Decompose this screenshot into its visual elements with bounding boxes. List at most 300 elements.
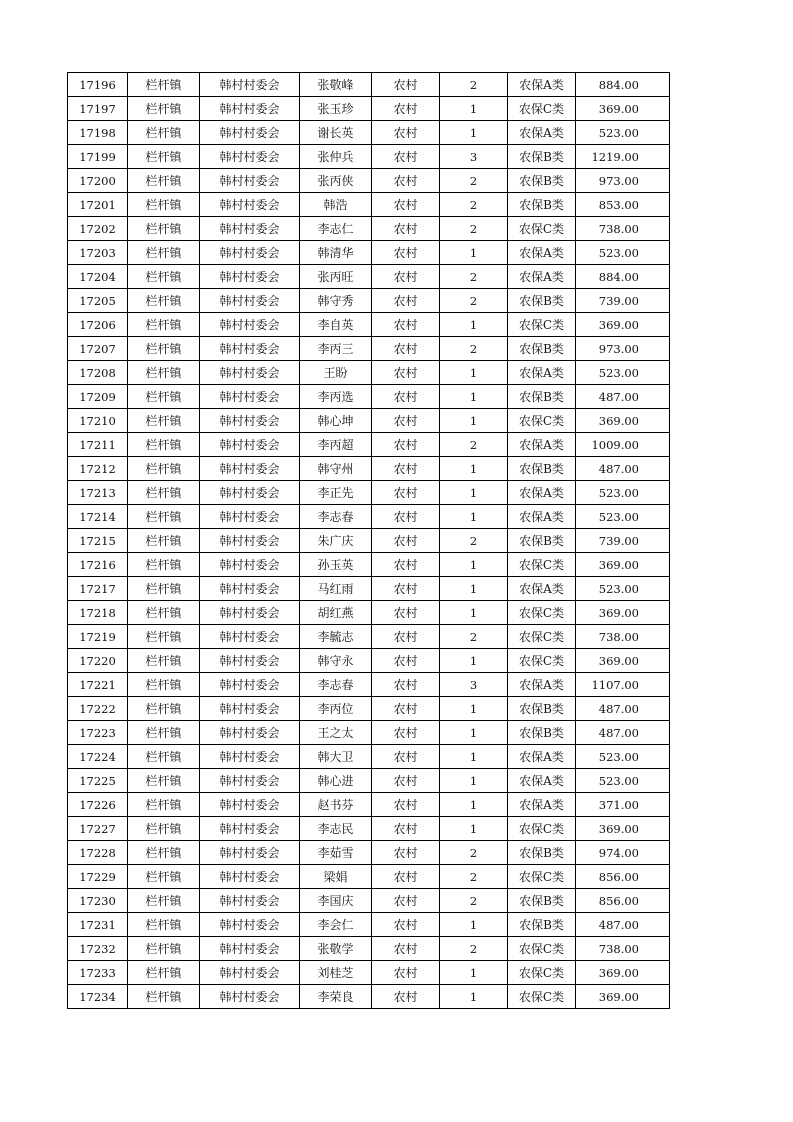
category-cell: 农保B类 xyxy=(508,697,576,721)
name-cell: 李国庆 xyxy=(300,889,372,913)
town-cell: 栏杆镇 xyxy=(128,673,200,697)
count-cell: 1 xyxy=(440,385,508,409)
committee-cell: 韩村村委会 xyxy=(200,529,300,553)
town-cell: 栏杆镇 xyxy=(128,409,200,433)
row-id-cell: 17205 xyxy=(68,289,128,313)
row-id-cell: 17234 xyxy=(68,985,128,1009)
table-row xyxy=(68,313,670,337)
category-cell: 农保B类 xyxy=(508,889,576,913)
table-row xyxy=(68,889,670,913)
area-cell: 农村 xyxy=(372,217,440,241)
amount-cell: 974.00 xyxy=(576,841,670,865)
name-cell: 李自英 xyxy=(300,313,372,337)
count-cell: 1 xyxy=(440,553,508,577)
row-id-cell: 17214 xyxy=(68,505,128,529)
town-cell: 栏杆镇 xyxy=(128,145,200,169)
committee-cell: 韩村村委会 xyxy=(200,961,300,985)
category-cell: 农保C类 xyxy=(508,649,576,673)
table-row xyxy=(68,625,670,649)
amount-cell: 523.00 xyxy=(576,769,670,793)
amount-cell: 523.00 xyxy=(576,481,670,505)
table-row xyxy=(68,169,670,193)
count-cell: 2 xyxy=(440,433,508,457)
town-cell: 栏杆镇 xyxy=(128,433,200,457)
count-cell: 2 xyxy=(440,937,508,961)
area-cell: 农村 xyxy=(372,73,440,97)
town-cell: 栏杆镇 xyxy=(128,481,200,505)
amount-cell: 973.00 xyxy=(576,169,670,193)
area-cell: 农村 xyxy=(372,577,440,601)
committee-cell: 韩村村委会 xyxy=(200,73,300,97)
row-id-cell: 17208 xyxy=(68,361,128,385)
name-cell: 王之太 xyxy=(300,721,372,745)
town-cell: 栏杆镇 xyxy=(128,697,200,721)
committee-cell: 韩村村委会 xyxy=(200,793,300,817)
category-cell: 农保B类 xyxy=(508,457,576,481)
category-cell: 农保B类 xyxy=(508,193,576,217)
category-cell: 农保C类 xyxy=(508,601,576,625)
area-cell: 农村 xyxy=(372,193,440,217)
committee-cell: 韩村村委会 xyxy=(200,169,300,193)
town-cell: 栏杆镇 xyxy=(128,121,200,145)
category-cell: 农保B类 xyxy=(508,385,576,409)
category-cell: 农保B类 xyxy=(508,721,576,745)
area-cell: 农村 xyxy=(372,673,440,697)
town-cell: 栏杆镇 xyxy=(128,625,200,649)
category-cell: 农保A类 xyxy=(508,73,576,97)
row-id-cell: 17207 xyxy=(68,337,128,361)
name-cell: 张玉珍 xyxy=(300,97,372,121)
area-cell: 农村 xyxy=(372,553,440,577)
row-id-cell: 17225 xyxy=(68,769,128,793)
count-cell: 1 xyxy=(440,601,508,625)
town-cell: 栏杆镇 xyxy=(128,721,200,745)
name-cell: 李志民 xyxy=(300,817,372,841)
committee-cell: 韩村村委会 xyxy=(200,673,300,697)
count-cell: 3 xyxy=(440,673,508,697)
town-cell: 栏杆镇 xyxy=(128,193,200,217)
category-cell: 农保B类 xyxy=(508,529,576,553)
table-row xyxy=(68,793,670,817)
amount-cell: 369.00 xyxy=(576,817,670,841)
area-cell: 农村 xyxy=(372,601,440,625)
category-cell: 农保C类 xyxy=(508,97,576,121)
category-cell: 农保A类 xyxy=(508,505,576,529)
count-cell: 1 xyxy=(440,769,508,793)
table-row xyxy=(68,265,670,289)
amount-cell: 856.00 xyxy=(576,889,670,913)
table-row xyxy=(68,121,670,145)
name-cell: 李正先 xyxy=(300,481,372,505)
count-cell: 2 xyxy=(440,217,508,241)
table-row xyxy=(68,721,670,745)
committee-cell: 韩村村委会 xyxy=(200,625,300,649)
committee-cell: 韩村村委会 xyxy=(200,409,300,433)
category-cell: 农保B类 xyxy=(508,913,576,937)
name-cell: 赵书芬 xyxy=(300,793,372,817)
count-cell: 2 xyxy=(440,289,508,313)
row-id-cell: 17201 xyxy=(68,193,128,217)
town-cell: 栏杆镇 xyxy=(128,985,200,1009)
area-cell: 农村 xyxy=(372,313,440,337)
row-id-cell: 17230 xyxy=(68,889,128,913)
amount-cell: 487.00 xyxy=(576,913,670,937)
amount-cell: 523.00 xyxy=(576,121,670,145)
area-cell: 农村 xyxy=(372,745,440,769)
row-id-cell: 17223 xyxy=(68,721,128,745)
table-row xyxy=(68,289,670,313)
category-cell: 农保C类 xyxy=(508,937,576,961)
town-cell: 栏杆镇 xyxy=(128,865,200,889)
row-id-cell: 17218 xyxy=(68,601,128,625)
amount-cell: 369.00 xyxy=(576,985,670,1009)
town-cell: 栏杆镇 xyxy=(128,553,200,577)
name-cell: 张丙侠 xyxy=(300,169,372,193)
row-id-cell: 17222 xyxy=(68,697,128,721)
name-cell: 韩守秀 xyxy=(300,289,372,313)
amount-cell: 523.00 xyxy=(576,577,670,601)
area-cell: 农村 xyxy=(372,265,440,289)
category-cell: 农保A类 xyxy=(508,793,576,817)
count-cell: 2 xyxy=(440,625,508,649)
area-cell: 农村 xyxy=(372,337,440,361)
category-cell: 农保A类 xyxy=(508,361,576,385)
table-row xyxy=(68,865,670,889)
name-cell: 韩守永 xyxy=(300,649,372,673)
town-cell: 栏杆镇 xyxy=(128,169,200,193)
table-row xyxy=(68,481,670,505)
area-cell: 农村 xyxy=(372,289,440,313)
category-cell: 农保B类 xyxy=(508,841,576,865)
name-cell: 李志春 xyxy=(300,673,372,697)
count-cell: 2 xyxy=(440,73,508,97)
row-id-cell: 17231 xyxy=(68,913,128,937)
row-id-cell: 17209 xyxy=(68,385,128,409)
area-cell: 农村 xyxy=(372,361,440,385)
category-cell: 农保A类 xyxy=(508,745,576,769)
committee-cell: 韩村村委会 xyxy=(200,385,300,409)
amount-cell: 523.00 xyxy=(576,241,670,265)
amount-cell: 369.00 xyxy=(576,961,670,985)
count-cell: 1 xyxy=(440,409,508,433)
name-cell: 张丙旺 xyxy=(300,265,372,289)
row-id-cell: 17199 xyxy=(68,145,128,169)
name-cell: 韩心坤 xyxy=(300,409,372,433)
amount-cell: 1107.00 xyxy=(576,673,670,697)
area-cell: 农村 xyxy=(372,985,440,1009)
category-cell: 农保C类 xyxy=(508,217,576,241)
row-id-cell: 17227 xyxy=(68,817,128,841)
category-cell: 农保C类 xyxy=(508,865,576,889)
category-cell: 农保A类 xyxy=(508,265,576,289)
count-cell: 1 xyxy=(440,481,508,505)
count-cell: 1 xyxy=(440,457,508,481)
area-cell: 农村 xyxy=(372,697,440,721)
name-cell: 李丙位 xyxy=(300,697,372,721)
name-cell: 王盼 xyxy=(300,361,372,385)
table-row xyxy=(68,241,670,265)
count-cell: 1 xyxy=(440,985,508,1009)
name-cell: 韩守州 xyxy=(300,457,372,481)
area-cell: 农村 xyxy=(372,793,440,817)
row-id-cell: 17213 xyxy=(68,481,128,505)
category-cell: 农保B类 xyxy=(508,169,576,193)
name-cell: 李毓志 xyxy=(300,625,372,649)
name-cell: 李荣良 xyxy=(300,985,372,1009)
category-cell: 农保C类 xyxy=(508,961,576,985)
category-cell: 农保C类 xyxy=(508,313,576,337)
table-row xyxy=(68,217,670,241)
row-id-cell: 17221 xyxy=(68,673,128,697)
category-cell: 农保A类 xyxy=(508,577,576,601)
name-cell: 韩心进 xyxy=(300,769,372,793)
name-cell: 梁娟 xyxy=(300,865,372,889)
category-cell: 农保C类 xyxy=(508,985,576,1009)
name-cell: 李丙三 xyxy=(300,337,372,361)
table-row xyxy=(68,409,670,433)
row-id-cell: 17202 xyxy=(68,217,128,241)
count-cell: 2 xyxy=(440,169,508,193)
amount-cell: 369.00 xyxy=(576,97,670,121)
category-cell: 农保A类 xyxy=(508,769,576,793)
amount-cell: 369.00 xyxy=(576,313,670,337)
area-cell: 农村 xyxy=(372,505,440,529)
area-cell: 农村 xyxy=(372,241,440,265)
amount-cell: 371.00 xyxy=(576,793,670,817)
area-cell: 农村 xyxy=(372,841,440,865)
name-cell: 胡红燕 xyxy=(300,601,372,625)
committee-cell: 韩村村委会 xyxy=(200,985,300,1009)
count-cell: 2 xyxy=(440,337,508,361)
amount-cell: 369.00 xyxy=(576,553,670,577)
name-cell: 马红雨 xyxy=(300,577,372,601)
row-id-cell: 17229 xyxy=(68,865,128,889)
committee-cell: 韩村村委会 xyxy=(200,745,300,769)
category-cell: 农保C类 xyxy=(508,553,576,577)
category-cell: 农保B类 xyxy=(508,337,576,361)
name-cell: 张仲兵 xyxy=(300,145,372,169)
committee-cell: 韩村村委会 xyxy=(200,505,300,529)
row-id-cell: 17211 xyxy=(68,433,128,457)
town-cell: 栏杆镇 xyxy=(128,577,200,601)
row-id-cell: 17200 xyxy=(68,169,128,193)
amount-cell: 738.00 xyxy=(576,625,670,649)
table-row xyxy=(68,649,670,673)
category-cell: 农保A类 xyxy=(508,241,576,265)
town-cell: 栏杆镇 xyxy=(128,289,200,313)
committee-cell: 韩村村委会 xyxy=(200,433,300,457)
amount-cell: 523.00 xyxy=(576,361,670,385)
row-id-cell: 17212 xyxy=(68,457,128,481)
area-cell: 农村 xyxy=(372,889,440,913)
town-cell: 栏杆镇 xyxy=(128,817,200,841)
area-cell: 农村 xyxy=(372,769,440,793)
town-cell: 栏杆镇 xyxy=(128,961,200,985)
committee-cell: 韩村村委会 xyxy=(200,841,300,865)
name-cell: 韩大卫 xyxy=(300,745,372,769)
area-cell: 农村 xyxy=(372,385,440,409)
row-id-cell: 17210 xyxy=(68,409,128,433)
table-row xyxy=(68,769,670,793)
count-cell: 2 xyxy=(440,193,508,217)
area-cell: 农村 xyxy=(372,721,440,745)
town-cell: 栏杆镇 xyxy=(128,529,200,553)
committee-cell: 韩村村委会 xyxy=(200,769,300,793)
category-cell: 农保C类 xyxy=(508,625,576,649)
amount-cell: 487.00 xyxy=(576,721,670,745)
amount-cell: 487.00 xyxy=(576,697,670,721)
table-row xyxy=(68,505,670,529)
amount-cell: 853.00 xyxy=(576,193,670,217)
town-cell: 栏杆镇 xyxy=(128,313,200,337)
committee-cell: 韩村村委会 xyxy=(200,97,300,121)
town-cell: 栏杆镇 xyxy=(128,505,200,529)
count-cell: 3 xyxy=(440,145,508,169)
committee-cell: 韩村村委会 xyxy=(200,937,300,961)
count-cell: 1 xyxy=(440,913,508,937)
category-cell: 农保C类 xyxy=(508,409,576,433)
table-row xyxy=(68,817,670,841)
town-cell: 栏杆镇 xyxy=(128,601,200,625)
row-id-cell: 17226 xyxy=(68,793,128,817)
category-cell: 农保C类 xyxy=(508,817,576,841)
town-cell: 栏杆镇 xyxy=(128,889,200,913)
count-cell: 1 xyxy=(440,241,508,265)
area-cell: 农村 xyxy=(372,481,440,505)
town-cell: 栏杆镇 xyxy=(128,241,200,265)
committee-cell: 韩村村委会 xyxy=(200,721,300,745)
town-cell: 栏杆镇 xyxy=(128,769,200,793)
amount-cell: 1009.00 xyxy=(576,433,670,457)
town-cell: 栏杆镇 xyxy=(128,217,200,241)
committee-cell: 韩村村委会 xyxy=(200,313,300,337)
area-cell: 农村 xyxy=(372,145,440,169)
area-cell: 农村 xyxy=(372,121,440,145)
name-cell: 韩浩 xyxy=(300,193,372,217)
table-row xyxy=(68,841,670,865)
committee-cell: 韩村村委会 xyxy=(200,361,300,385)
name-cell: 李志春 xyxy=(300,505,372,529)
count-cell: 1 xyxy=(440,745,508,769)
row-id-cell: 17215 xyxy=(68,529,128,553)
category-cell: 农保B类 xyxy=(508,289,576,313)
row-id-cell: 17233 xyxy=(68,961,128,985)
table-row xyxy=(68,337,670,361)
table-row xyxy=(68,673,670,697)
committee-cell: 韩村村委会 xyxy=(200,193,300,217)
category-cell: 农保A类 xyxy=(508,481,576,505)
row-id-cell: 17228 xyxy=(68,841,128,865)
committee-cell: 韩村村委会 xyxy=(200,697,300,721)
amount-cell: 369.00 xyxy=(576,649,670,673)
area-cell: 农村 xyxy=(372,649,440,673)
table-row xyxy=(68,985,670,1009)
table-row xyxy=(68,553,670,577)
table-row xyxy=(68,913,670,937)
count-cell: 2 xyxy=(440,841,508,865)
table-row xyxy=(68,97,670,121)
row-id-cell: 17216 xyxy=(68,553,128,577)
count-cell: 1 xyxy=(440,97,508,121)
name-cell: 朱广庆 xyxy=(300,529,372,553)
table-body xyxy=(68,73,670,1009)
town-cell: 栏杆镇 xyxy=(128,937,200,961)
town-cell: 栏杆镇 xyxy=(128,913,200,937)
amount-cell: 369.00 xyxy=(576,409,670,433)
amount-cell: 739.00 xyxy=(576,289,670,313)
area-cell: 农村 xyxy=(372,169,440,193)
committee-cell: 韩村村委会 xyxy=(200,121,300,145)
count-cell: 1 xyxy=(440,121,508,145)
committee-cell: 韩村村委会 xyxy=(200,913,300,937)
count-cell: 1 xyxy=(440,817,508,841)
count-cell: 2 xyxy=(440,529,508,553)
committee-cell: 韩村村委会 xyxy=(200,817,300,841)
count-cell: 1 xyxy=(440,505,508,529)
row-id-cell: 17203 xyxy=(68,241,128,265)
town-cell: 栏杆镇 xyxy=(128,337,200,361)
row-id-cell: 17232 xyxy=(68,937,128,961)
row-id-cell: 17217 xyxy=(68,577,128,601)
amount-cell: 738.00 xyxy=(576,937,670,961)
table-row xyxy=(68,697,670,721)
table-row xyxy=(68,73,670,97)
table-row xyxy=(68,529,670,553)
area-cell: 农村 xyxy=(372,937,440,961)
amount-cell: 884.00 xyxy=(576,265,670,289)
table-row xyxy=(68,961,670,985)
committee-cell: 韩村村委会 xyxy=(200,649,300,673)
committee-cell: 韩村村委会 xyxy=(200,337,300,361)
committee-cell: 韩村村委会 xyxy=(200,553,300,577)
amount-cell: 487.00 xyxy=(576,457,670,481)
area-cell: 农村 xyxy=(372,457,440,481)
amount-cell: 523.00 xyxy=(576,505,670,529)
row-id-cell: 17204 xyxy=(68,265,128,289)
area-cell: 农村 xyxy=(372,433,440,457)
town-cell: 栏杆镇 xyxy=(128,841,200,865)
table-row xyxy=(68,385,670,409)
table-row xyxy=(68,433,670,457)
count-cell: 1 xyxy=(440,721,508,745)
row-id-cell: 17220 xyxy=(68,649,128,673)
amount-cell: 487.00 xyxy=(576,385,670,409)
allowance-table xyxy=(67,72,670,1009)
committee-cell: 韩村村委会 xyxy=(200,457,300,481)
table-row xyxy=(68,361,670,385)
name-cell: 李茹雪 xyxy=(300,841,372,865)
area-cell: 农村 xyxy=(372,409,440,433)
category-cell: 农保A类 xyxy=(508,673,576,697)
table-row xyxy=(68,145,670,169)
name-cell: 刘桂芝 xyxy=(300,961,372,985)
table-row xyxy=(68,577,670,601)
amount-cell: 369.00 xyxy=(576,601,670,625)
town-cell: 栏杆镇 xyxy=(128,745,200,769)
committee-cell: 韩村村委会 xyxy=(200,217,300,241)
town-cell: 栏杆镇 xyxy=(128,793,200,817)
name-cell: 张敬峰 xyxy=(300,73,372,97)
count-cell: 1 xyxy=(440,313,508,337)
town-cell: 栏杆镇 xyxy=(128,457,200,481)
area-cell: 农村 xyxy=(372,961,440,985)
committee-cell: 韩村村委会 xyxy=(200,889,300,913)
committee-cell: 韩村村委会 xyxy=(200,601,300,625)
amount-cell: 523.00 xyxy=(576,745,670,769)
amount-cell: 973.00 xyxy=(576,337,670,361)
name-cell: 谢长英 xyxy=(300,121,372,145)
area-cell: 农村 xyxy=(372,817,440,841)
